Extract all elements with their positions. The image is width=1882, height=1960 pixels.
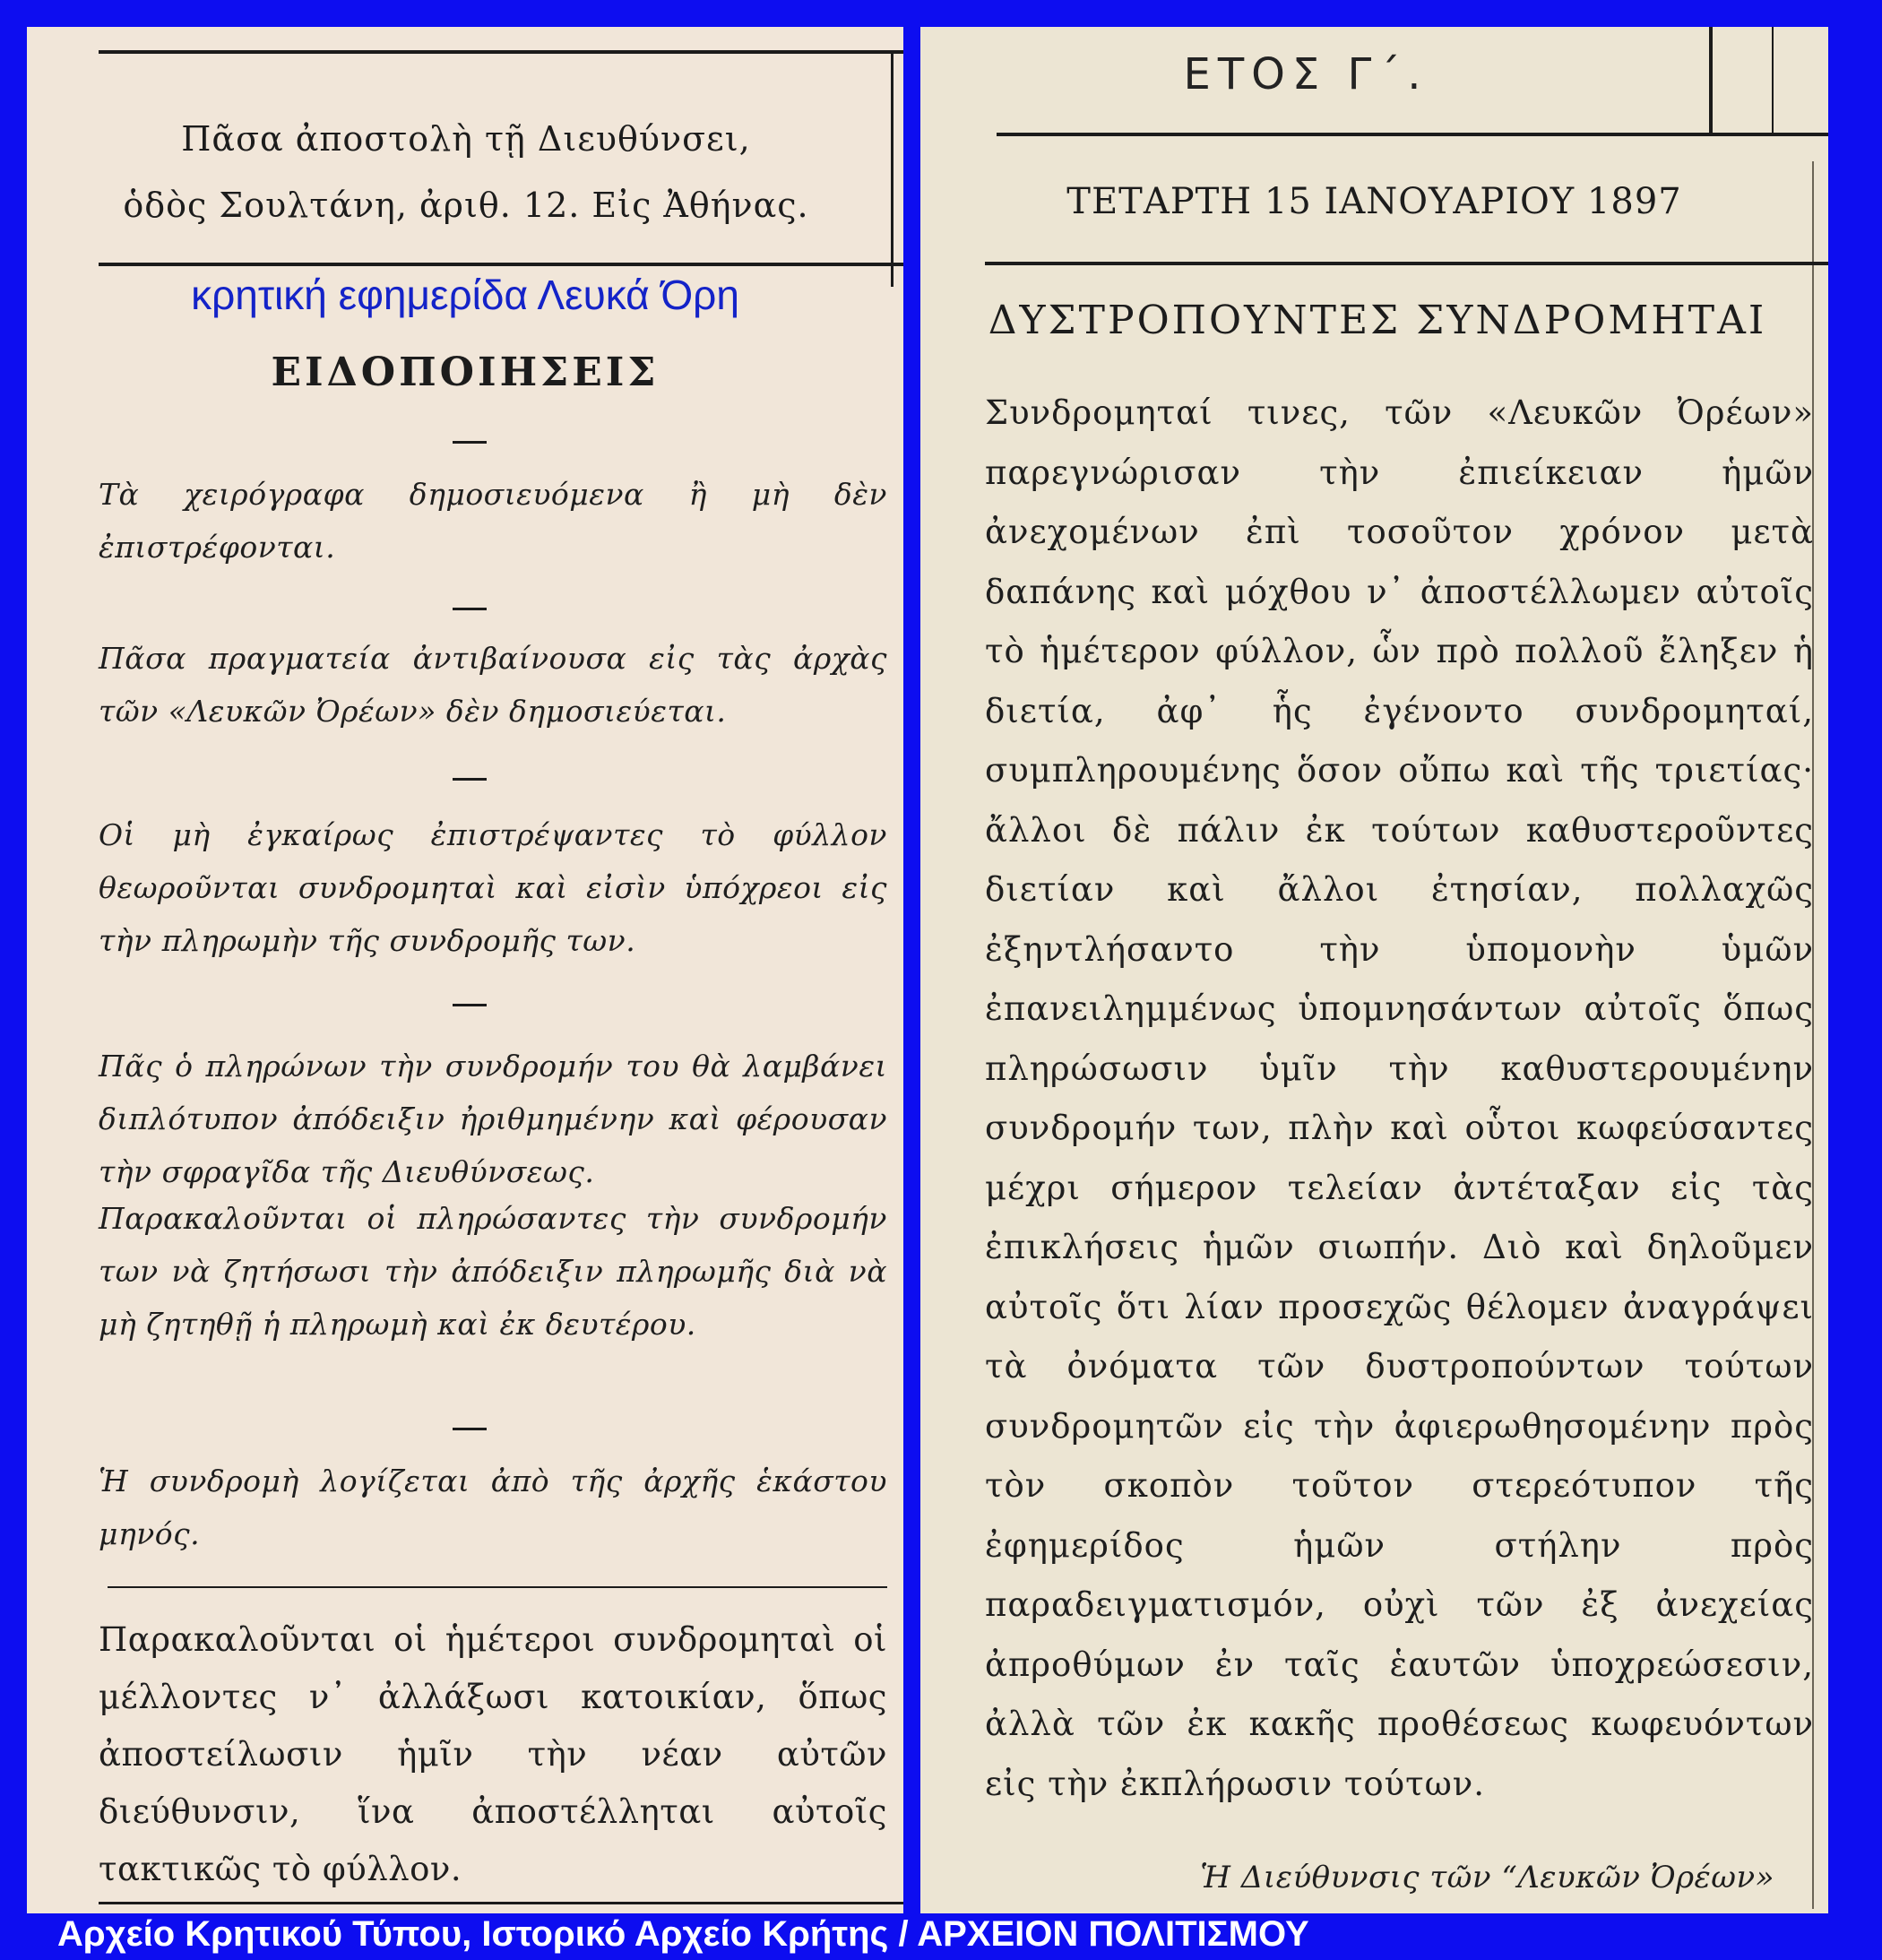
separator-dash	[453, 608, 487, 610]
column-border	[891, 54, 894, 287]
right-clipping	[920, 27, 1828, 1913]
notice-3: Οἱ μὴ ἐγκαίρως ἐπιστρέψαντες τὸ φύλλον θεωροῦνται συνδρομηταὶ καὶ εἰσὶν ὑπόχρεοι εἰς τὴν πληρωμὴν τῆς συνδρομῆς των.	[99, 817, 887, 958]
notice-4: Πᾶς ὁ πληρώνων τὴν συνδρομήν του θὰ λαμβάνει διπλότυπον ἀπόδειξιν ἠριθμημένην καὶ φέρουσαν τὴν σφραγῖδα τῆς Διευθύνσεως.	[99, 1049, 887, 1189]
closing-notice: Παρακαλοῦνται οἱ ἡμέτεροι συνδρομηταὶ οἱ μέλλοντες ν᾽ ἀλλάξωσι κατοικίαν, ὅπως ἀποστείλωσιν ἡμῖν τὴν νέαν αὐτῶν διεύθυνσιν, ἵνα ἀποστέλληται αὐτοῖς τακτικῶς τὸ φύλλον.	[99, 1620, 887, 1888]
bottom-rule	[99, 1902, 903, 1904]
closing-rule	[108, 1586, 887, 1588]
notice-6: Ἡ συνδρομὴ λογίζεται ἀπὸ τῆς ἀρχῆς ἑκάστου μηνός.	[99, 1464, 887, 1551]
separator-dash	[453, 778, 487, 781]
address-rule	[99, 263, 903, 266]
notices-heading: ΕΙΔΟΠΟΙΗΣΕΙΣ	[271, 350, 660, 395]
year-label: ΕΤΟΣ Γ΄.	[1183, 49, 1429, 99]
separator-dash	[453, 1004, 487, 1006]
article-heading: ΔΥΣΤΡΟΠΟΥΝΤΕΣ ΣΥΝΔΡΟΜΗΤΑΙ	[988, 298, 1767, 343]
address-line-2: ὁδὸς Σουλτάνη, ἀριθ. 12. Εἰς Ἀθήνας.	[123, 186, 809, 225]
left-clipping	[27, 27, 903, 1913]
top-rule	[99, 50, 903, 54]
masthead-rule	[997, 133, 1828, 136]
issue-date: ΤΕΤΑΡΤΗ 15 ΙΑΝΟΥΑΡΙΟΥ 1897	[1066, 181, 1682, 222]
separator-dash	[453, 441, 487, 444]
newspaper-label: κρητική εφημερίδα Λευκά Όρη	[191, 272, 739, 318]
notice-2: Πᾶσα πραγματεία ἀντιβαίνουσα εἰς τὰς ἀρχὰς τῶν «Λευκῶν Ὀρέων» δὲν δημοσιεύεται.	[99, 641, 887, 729]
date-rule	[985, 262, 1828, 265]
address-block	[63, 106, 869, 238]
address-line-1: Πᾶσα ἀποστολὴ τῇ Διευθύνσει,	[181, 119, 751, 159]
article-signature: Ἡ Διεύθυνσις τῶν “Λευκῶν Ὀρέων»	[1200, 1860, 1774, 1895]
masthead-divider	[1772, 27, 1774, 133]
article-body: Συνδρομηταί τινες, τῶν «Λευκῶν Ὀρέων» παρεγνώρισαν τὴν ἐπιείκειαν ἡμῶν ἀνεχομένων ἐπὶ τοσοῦτον χρόνον μετὰ δαπάνης καὶ μόχθου ν᾽ ἀποστέλλωμεν αὐτοῖς τὸ ἡμέτερον φύλλον, ὧν πρὸ πολλοῦ ἔληξεν ἡ διετία, ἀφ᾽ ἧς ἐγένοντο συνδρομηταί, συμπληρουμένης ὅσον οὔπω καὶ τῆς τριετίας· ἄλλοι δὲ πάλιν ἐκ τούτων καθυστεροῦντες διετίαν καὶ ἄλλοι ἐτησίαν, πολλαχῶς ἐξηντλήσαντο τὴν ὑπομονὴν ὑμῶν ἐπανειλημμένως ὑπομνησάντων αὐτοῖς ὅπως πληρώσωσιν ὑμῖν τὴν καθυστερουμένην συνδρομήν των, πλὴν καὶ οὗτοι κωφεύσαντες μέχρι σήμερον τελείαν ἀντέταξαν εἰς τὰς ἐπικλήσεις ἡμῶν σιωπήν. Διὸ καὶ δηλοῦμεν αὐτοῖς ὅτι λίαν προσεχῶς θέλομεν ἀναγράψει τὰ ὀνόματα τῶν δυστροπούντων τούτων συνδρομητῶν εἰς τὴν ἀφιερωθησομένην πρὸς τὸν σκοπὸν τοῦτον στερεότυπον τῆς ἐφημερίδος ἡμῶν στήλην πρὸς παραδειγματισμόν, οὐχὶ τῶν ἐξ ἀνεχείας ἀπροθύμων ἐν ταῖς ἑαυτῶν ὑποχρεώσεσιν, ἀλλὰ τῶν ἐκ κακῆς προθέσεως κωφευόντων εἰς τὴν ἐκπλήρωσιν τούτων.	[985, 393, 1814, 1803]
separator-dash	[453, 1428, 487, 1430]
notice-1: Τὰ χειρόγραφα δημοσιευόμενα ἢ μὴ δὲν ἐπιστρέφονται.	[99, 477, 887, 565]
archive-credit: Αρχείο Κρητικού Τύπου, Ιστορικό Αρχείο Κρήτης / ΑΡΧΕΙΟΝ ΠΟΛΙΤΙΣΜΟΥ	[57, 1914, 1309, 1954]
notice-5: Παρακαλοῦνται οἱ πληρώσαντες τὴν συνδρομήν των νὰ ζητήσωσι τὴν ἀπόδειξιν πληρωμῆς διὰ νὰ μὴ ζητηθῇ ἡ πληρωμὴ καὶ ἐκ δευτέρου.	[99, 1201, 887, 1342]
masthead-divider	[1709, 27, 1713, 133]
